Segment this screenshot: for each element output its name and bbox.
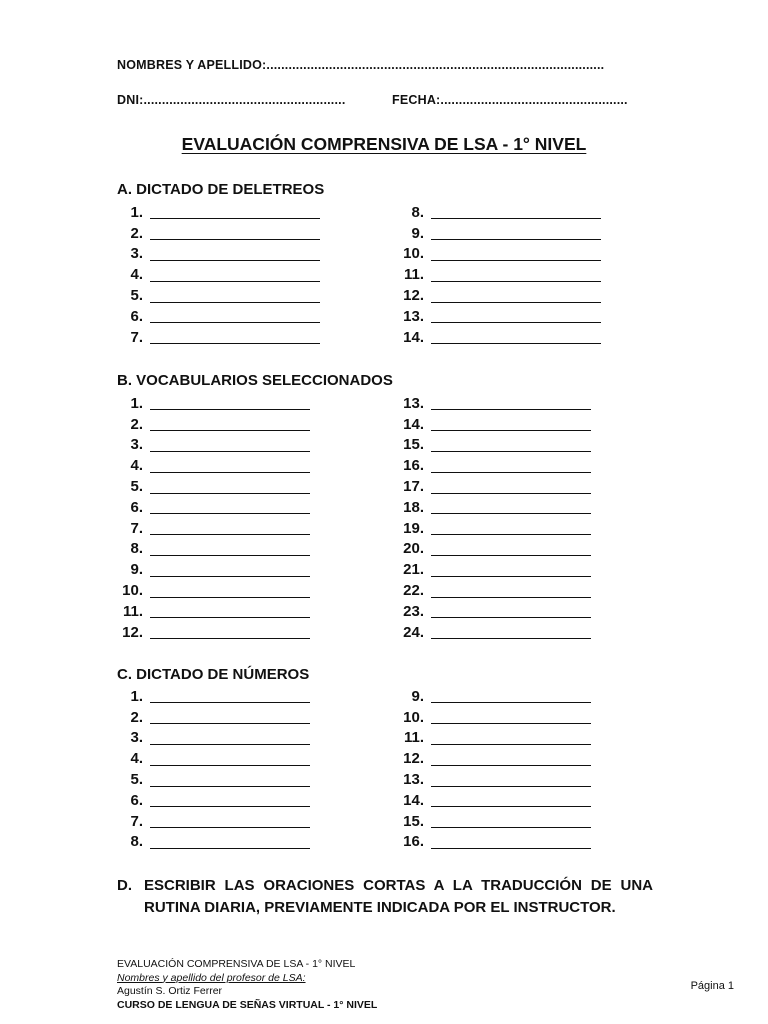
item-number: 23. — [403, 602, 424, 620]
item-number: 22. — [403, 582, 424, 600]
answer-blank[interactable] — [150, 710, 310, 724]
answer-row — [117, 414, 310, 435]
item-number: 8. — [411, 203, 424, 221]
item-number: 11. — [403, 729, 424, 747]
answer-row — [392, 518, 591, 539]
answer-blank[interactable] — [150, 226, 320, 240]
answer-blank[interactable] — [150, 480, 310, 494]
answer-blank[interactable] — [431, 584, 591, 598]
item-number: 12. — [403, 287, 424, 305]
answer-blank[interactable] — [150, 752, 310, 766]
answer-row — [117, 497, 310, 518]
answer-blank[interactable] — [150, 542, 310, 556]
answer-row — [392, 748, 591, 769]
answer-row — [117, 264, 320, 285]
section-b-right — [392, 393, 591, 643]
answer-blank[interactable] — [431, 396, 591, 410]
nombres-field[interactable]: NOMBRES Y APELLIDO:............................................................................................ — [117, 58, 605, 72]
item-number: 4. — [130, 750, 143, 768]
answer-row — [117, 476, 310, 497]
footer-course: CURSO DE LENGUA DE SEÑAS VIRTUAL - 1° NIVEL — [117, 998, 378, 1011]
answer-row — [392, 497, 591, 518]
answer-blank[interactable] — [150, 689, 310, 703]
answer-blank[interactable] — [431, 521, 591, 535]
item-number: 3. — [130, 436, 143, 454]
answer-row — [117, 748, 310, 769]
item-number: 6. — [130, 791, 143, 809]
item-number: 10. — [403, 245, 424, 263]
item-number: 12. — [403, 750, 424, 768]
item-number: 4. — [130, 266, 143, 284]
answer-row — [117, 559, 310, 580]
answer-row — [392, 622, 591, 643]
answer-row — [392, 435, 591, 456]
answer-row — [392, 790, 591, 811]
answer-blank[interactable] — [431, 563, 591, 577]
item-number: 21. — [403, 561, 424, 579]
answer-row — [392, 393, 591, 414]
answer-row — [392, 202, 601, 223]
answer-blank[interactable] — [431, 480, 591, 494]
answer-row — [392, 811, 591, 832]
answer-row — [392, 285, 601, 306]
answer-row — [117, 811, 310, 832]
answer-blank[interactable] — [150, 563, 310, 577]
dni-field[interactable]: DNI:....................................................... — [117, 93, 346, 107]
section-a-title: A. DICTADO DE DELETREOS — [117, 181, 325, 198]
item-number: 16. — [403, 457, 424, 475]
answer-blank[interactable] — [150, 521, 310, 535]
answer-blank[interactable] — [431, 289, 601, 303]
answer-row — [117, 306, 320, 327]
page-title: EVALUACIÓN COMPRENSIVA DE LSA - 1° NIVEL — [181, 134, 587, 154]
answer-row — [392, 414, 591, 435]
item-number: 2. — [130, 708, 143, 726]
item-number: 2. — [130, 415, 143, 433]
answer-blank[interactable] — [431, 247, 601, 261]
item-number: 9. — [130, 561, 143, 579]
answer-blank[interactable] — [431, 625, 591, 639]
item-number: 9. — [411, 687, 424, 705]
answer-blank[interactable] — [150, 459, 310, 473]
answer-blank[interactable] — [431, 438, 591, 452]
answer-blank[interactable] — [150, 247, 320, 261]
item-number: 14. — [403, 328, 424, 346]
answer-blank[interactable] — [431, 604, 591, 618]
answer-row — [117, 393, 310, 414]
answer-row — [392, 223, 601, 244]
answer-row — [117, 244, 320, 265]
answer-row — [392, 539, 591, 560]
answer-blank[interactable] — [150, 731, 310, 745]
answer-blank[interactable] — [431, 689, 591, 703]
answer-row — [392, 244, 601, 265]
answer-blank[interactable] — [150, 417, 310, 431]
item-number: 13. — [403, 307, 424, 325]
answer-row — [117, 622, 310, 643]
item-number: 10. — [122, 582, 143, 600]
footer-teacher-label: Nombres y apellido del profesor de LSA: — [117, 971, 306, 984]
answer-blank[interactable] — [150, 205, 320, 219]
footer-teacher-name: Agustín S. Ortiz Ferrer — [117, 985, 223, 997]
item-number: 5. — [130, 478, 143, 496]
answer-blank[interactable] — [431, 814, 591, 828]
item-number: 14. — [403, 791, 424, 809]
section-c-title: C. DICTADO DE NÚMEROS — [117, 666, 310, 683]
fecha-field[interactable]: FECHA:................................................... — [392, 93, 628, 107]
answer-blank[interactable] — [431, 226, 601, 240]
item-number: 15. — [403, 436, 424, 454]
item-number: 7. — [130, 328, 143, 346]
item-number: 4. — [130, 457, 143, 475]
answer-blank[interactable] — [150, 330, 320, 344]
answer-row — [392, 728, 591, 749]
answer-row — [117, 580, 310, 601]
answer-blank[interactable] — [431, 459, 591, 473]
answer-blank[interactable] — [150, 584, 310, 598]
answer-row — [392, 476, 591, 497]
answer-blank[interactable] — [150, 268, 320, 282]
answer-blank[interactable] — [150, 438, 310, 452]
item-number: 7. — [130, 812, 143, 830]
item-number: 8. — [130, 540, 143, 558]
answer-blank[interactable] — [150, 396, 310, 410]
answer-blank[interactable] — [431, 710, 591, 724]
item-number: 1. — [130, 203, 143, 221]
answer-row — [117, 327, 320, 348]
answer-row — [392, 306, 601, 327]
section-b-left — [117, 393, 310, 643]
item-number: 5. — [130, 771, 143, 789]
answer-blank[interactable] — [150, 773, 310, 787]
item-number: 3. — [130, 729, 143, 747]
answer-row — [117, 539, 310, 560]
item-number: 11. — [122, 602, 143, 620]
answer-row — [392, 707, 591, 728]
section-d — [117, 875, 653, 919]
item-number: 7. — [130, 519, 143, 537]
answer-blank[interactable] — [431, 542, 591, 556]
item-number: 6. — [130, 498, 143, 516]
section-c-left — [117, 686, 310, 852]
item-number: 19. — [403, 519, 424, 537]
answer-blank[interactable] — [431, 205, 601, 219]
answer-row — [117, 832, 310, 853]
item-number: 24. — [403, 623, 424, 641]
answer-blank[interactable] — [150, 835, 310, 849]
answer-row — [117, 686, 310, 707]
section-d-text: ESCRIBIR LAS ORACIONES CORTAS A LA TRADUCCIÓN DE UNA RUTINA DIARIA, PREVIAMENTE INDICADA POR EL INSTRUCTOR. — [144, 877, 653, 916]
answer-blank[interactable] — [431, 793, 591, 807]
item-number: 8. — [130, 833, 143, 851]
item-number: 9. — [411, 224, 424, 242]
item-number: 6. — [130, 307, 143, 325]
item-number: 13. — [403, 394, 424, 412]
answer-blank[interactable] — [150, 289, 320, 303]
answer-blank[interactable] — [431, 773, 591, 787]
answer-blank[interactable] — [431, 731, 591, 745]
answer-blank[interactable] — [431, 417, 591, 431]
page-number: Página 1 — [690, 980, 734, 992]
answer-blank[interactable] — [431, 752, 591, 766]
answer-blank[interactable] — [150, 625, 310, 639]
item-number: 5. — [130, 287, 143, 305]
answer-row — [392, 769, 591, 790]
section-c-right — [392, 686, 591, 852]
item-number: 1. — [130, 687, 143, 705]
answer-blank[interactable] — [150, 793, 310, 807]
item-number: 2. — [130, 224, 143, 242]
answer-row — [117, 285, 320, 306]
answer-row — [117, 455, 310, 476]
item-number: 20. — [403, 540, 424, 558]
section-a-right — [392, 202, 601, 348]
section-a-left — [117, 202, 320, 348]
answer-row — [392, 264, 601, 285]
answer-row — [117, 202, 320, 223]
answer-blank[interactable] — [431, 309, 601, 323]
item-number: 12. — [122, 623, 143, 641]
answer-row — [392, 686, 591, 707]
answer-row — [117, 769, 310, 790]
item-number: 14. — [403, 415, 424, 433]
answer-row — [392, 559, 591, 580]
item-number: 15. — [403, 812, 424, 830]
item-number: 1. — [130, 394, 143, 412]
answer-row — [117, 223, 320, 244]
answer-row — [392, 580, 591, 601]
answer-row — [117, 518, 310, 539]
section-b-title: B. VOCABULARIOS SELECCIONADOS — [117, 372, 393, 389]
answer-row — [117, 790, 310, 811]
answer-blank[interactable] — [150, 604, 310, 618]
answer-blank[interactable] — [150, 309, 320, 323]
footer — [117, 958, 377, 1012]
section-d-label: D. — [117, 877, 132, 894]
answer-row — [117, 601, 310, 622]
answer-row — [392, 455, 591, 476]
answer-row — [117, 435, 310, 456]
answer-blank[interactable] — [431, 500, 591, 514]
answer-blank[interactable] — [150, 814, 310, 828]
answer-row — [117, 728, 310, 749]
answer-blank[interactable] — [431, 330, 601, 344]
answer-row — [392, 832, 591, 853]
item-number: 3. — [130, 245, 143, 263]
item-number: 17. — [403, 478, 424, 496]
answer-row — [392, 327, 601, 348]
answer-row — [117, 707, 310, 728]
item-number: 16. — [403, 833, 424, 851]
answer-blank[interactable] — [431, 835, 591, 849]
answer-blank[interactable] — [150, 500, 310, 514]
item-number: 10. — [403, 708, 424, 726]
footer-title: EVALUACIÓN COMPRENSIVA DE LSA - 1° NIVEL — [117, 958, 356, 970]
item-number: 18. — [403, 498, 424, 516]
item-number: 11. — [403, 266, 424, 284]
answer-row — [392, 601, 591, 622]
item-number: 13. — [403, 771, 424, 789]
answer-blank[interactable] — [431, 268, 601, 282]
